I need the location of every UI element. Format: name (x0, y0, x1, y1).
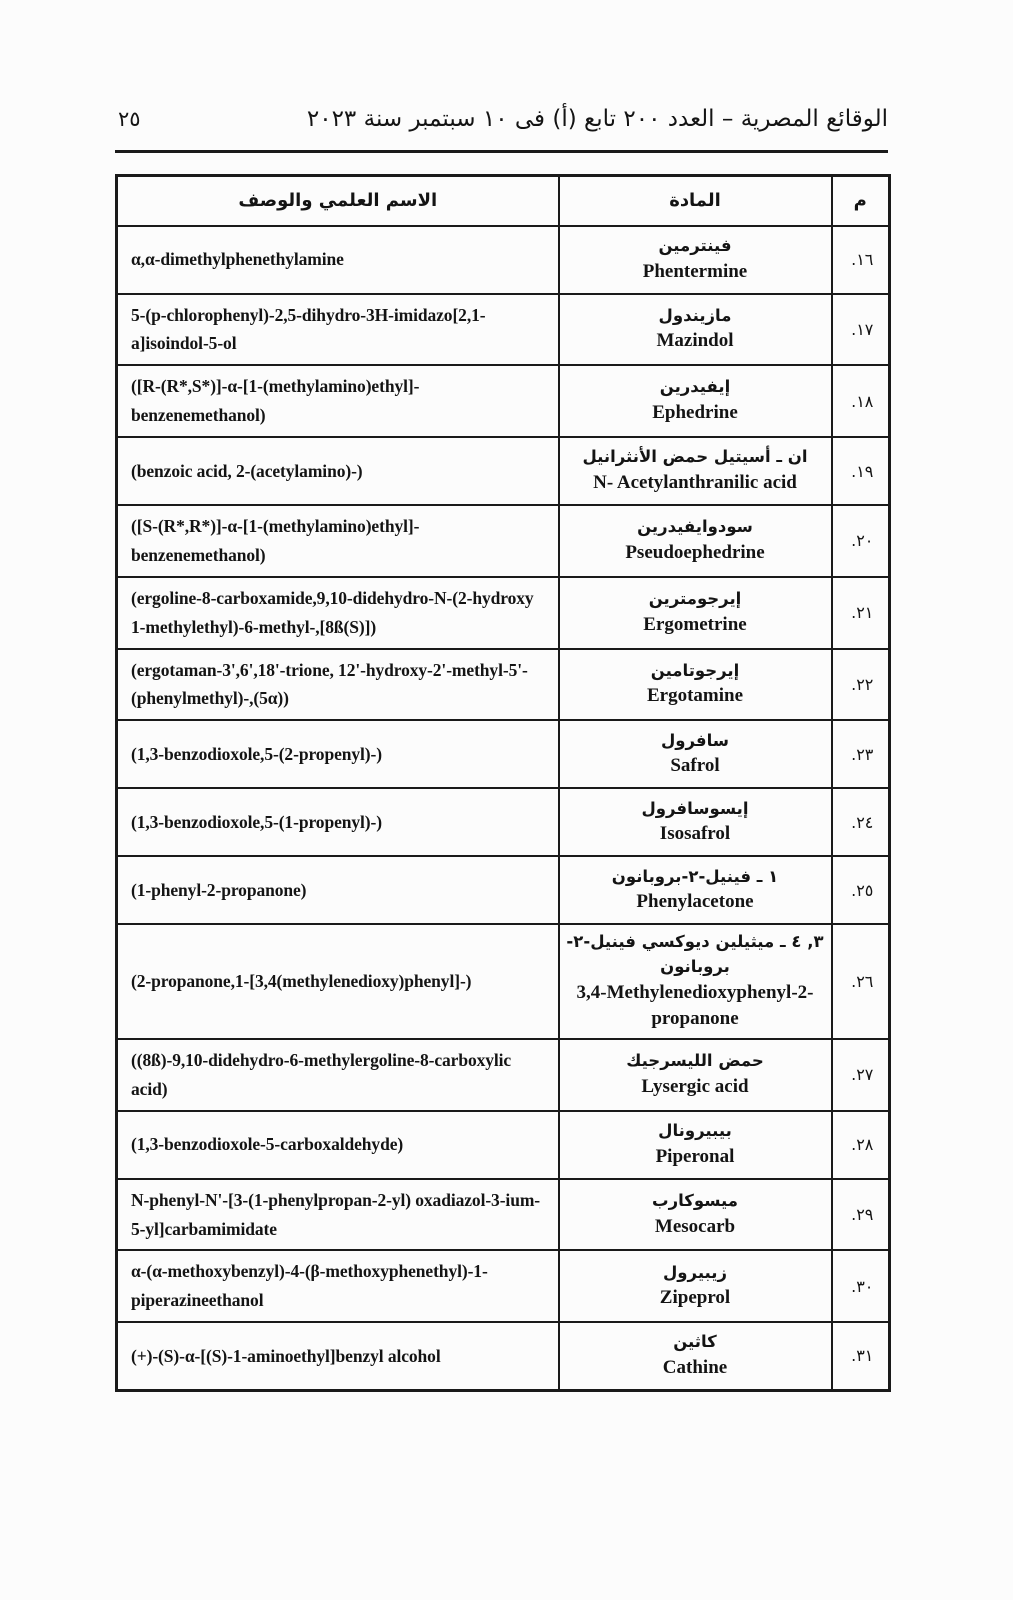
table-row (117, 1250, 890, 1322)
table-header-row (117, 176, 890, 226)
scientific-name-cell: (ergoline-8-carboxamide,9,10-didehydro-N-(2-hydroxy 1-methylethyl)-6-methyl-,[8ß(S)]) (117, 577, 559, 649)
substance-name-english: Safrol (670, 755, 720, 777)
scientific-name-cell: (2-propanone,1-[3,4(methylenedioxy)phenyl]-) (117, 924, 559, 1039)
page-title: الوقائع المصرية – العدد ٢٠٠ تابع (أ) فى ١٠ سبتمبر سنة ٢٠٢٣ (306, 106, 888, 132)
substance-cell (559, 577, 832, 649)
substance-name-english: 3,4-Methylenedioxyphenyl-2-propanone (576, 981, 814, 1030)
substance-name-arabic: إيرجومترين (648, 588, 742, 608)
substance-name-english: Phenylacetone (636, 891, 754, 913)
scientific-name-cell: ([R-(R*,S*)]-α-[1-(methylamino)ethyl]-benzenemethanol) (117, 365, 559, 437)
substance-cell (559, 505, 832, 577)
substance-cell (559, 788, 832, 856)
scientific-name-cell: ([S-(R*,R*)]-α-[1-(methylamino)ethyl]-benzenemethanol) (117, 505, 559, 577)
table-row (117, 437, 890, 505)
substance-name-arabic: ميسوكارب (652, 1190, 738, 1210)
substance-cell (559, 226, 832, 294)
row-index-cell: ٢١. (832, 577, 890, 649)
substance-name-arabic: فينترمين (658, 235, 732, 255)
scientific-name-cell: (benzoic acid, 2-(acetylamino)-) (117, 437, 559, 505)
column-header-index: م (832, 176, 890, 226)
substance-name-arabic: كاثين (673, 1332, 717, 1352)
substance-cell (559, 924, 832, 1039)
column-header-substance: المادة (559, 176, 832, 226)
scientific-name-cell: ((8ß)-9,10-didehydro-6-methylergoline-8-carboxylic acid) (117, 1039, 559, 1111)
substance-cell (559, 1322, 832, 1390)
substance-cell (559, 1179, 832, 1251)
page-number: ٢٥ (118, 107, 141, 131)
substance-cell (559, 1250, 832, 1322)
substance-name-arabic: إيفيدرين (659, 377, 731, 397)
header-divider (115, 150, 888, 153)
row-index-cell: ١٨. (832, 365, 890, 437)
row-index-cell: ١٧. (832, 294, 890, 366)
table-row (117, 788, 890, 856)
row-index-cell: ٢٨. (832, 1111, 890, 1179)
substance-name-english: Phentermine (642, 260, 748, 282)
row-index-cell: ٢٠. (832, 505, 890, 577)
table-row (117, 924, 890, 1039)
table-row (117, 1179, 890, 1251)
substance-name-english: Isosafrol (659, 823, 731, 845)
row-index-cell: ٢٤. (832, 788, 890, 856)
scientific-name-cell: (1,3-benzodioxole-5-carboxaldehyde) (117, 1111, 559, 1179)
table-row (117, 720, 890, 788)
scientific-name-cell: N-phenyl-N'-[3-(1-phenylpropan-2-yl) oxadiazol-3-ium-5-yl]carbamimidate (117, 1179, 559, 1251)
substance-name-arabic: ان ـ أسيتيل حمض الأنثرانيل (582, 447, 808, 467)
substance-cell (559, 365, 832, 437)
row-index-cell: ٢٦. (832, 924, 890, 1039)
table-row (117, 365, 890, 437)
substance-name-english: Ephedrine (652, 402, 738, 424)
substance-name-english: Cathine (662, 1357, 728, 1379)
table-row (117, 294, 890, 366)
table-row (117, 226, 890, 294)
table-row (117, 1322, 890, 1390)
substance-name-arabic: إيسوسافرول (641, 798, 749, 818)
substance-cell (559, 856, 832, 924)
row-index-cell: ١٩. (832, 437, 890, 505)
row-index-cell: ٢٣. (832, 720, 890, 788)
scientific-name-cell: α,α-dimethylphenethylamine (117, 226, 559, 294)
gazette-page (0, 106, 1013, 1600)
substance-name-arabic: بيبيرونال (658, 1121, 732, 1141)
row-index-cell: ٢٥. (832, 856, 890, 924)
substance-name-arabic: ٣, ٤ ـ ميثيلين ديوكسي فينيل-٢-بروبانون (566, 932, 824, 976)
scientific-name-cell: (1,3-benzodioxole,5-(2-propenyl)-) (117, 720, 559, 788)
substance-cell (559, 649, 832, 721)
substance-cell (559, 1039, 832, 1111)
substance-cell (559, 437, 832, 505)
substance-name-arabic: ١ ـ فينيل-٢-بروبانون (611, 866, 779, 886)
substance-name-arabic: سودوايفيدرين (637, 517, 753, 537)
substance-name-arabic: سافرول (660, 730, 730, 750)
row-index-cell: ٢٩. (832, 1179, 890, 1251)
substance-name-english: Zipeprol (659, 1287, 731, 1309)
scientific-name-cell: 5-(p-chlorophenyl)-2,5-dihydro-3H-imidazo[2,1-a]isoindol-5-ol (117, 294, 559, 366)
substance-cell (559, 294, 832, 366)
table-row (117, 1039, 890, 1111)
substance-cell (559, 1111, 832, 1179)
substance-name-english: Lysergic acid (641, 1075, 749, 1097)
substance-name-english: Pseudoephedrine (625, 541, 765, 563)
substance-name-arabic: مازيندول (658, 305, 732, 325)
row-index-cell: ٢٢. (832, 649, 890, 721)
scientific-name-cell: (1,3-benzodioxole,5-(1-propenyl)-) (117, 788, 559, 856)
substances-table (115, 174, 891, 1392)
substance-name-english: Piperonal (655, 1145, 735, 1167)
table-row (117, 856, 890, 924)
column-header-scientific-name: الاسم العلمي والوصف (117, 176, 559, 226)
table-row (117, 505, 890, 577)
row-index-cell: ٣٠. (832, 1250, 890, 1322)
substance-name-english: Mazindol (656, 330, 734, 352)
substance-name-arabic: زيبيرول (662, 1262, 727, 1282)
scientific-name-cell: (1-phenyl-2-propanone) (117, 856, 559, 924)
table-row (117, 1111, 890, 1179)
substance-name-english: Ergotamine (646, 685, 744, 707)
table-row (117, 577, 890, 649)
substance-name-arabic: إيرجوتامين (650, 660, 740, 680)
substance-name-arabic: حمض الليسرجيك (626, 1051, 764, 1071)
substance-name-english: N- Acetylanthranilic acid (593, 472, 797, 494)
substance-name-english: Ergometrine (643, 613, 747, 635)
scientific-name-cell: (ergotaman-3',6',18'-trione, 12'-hydroxy-2'-methyl-5'-(phenylmethyl)-,(5α)) (117, 649, 559, 721)
substance-name-english: Mesocarb (654, 1215, 736, 1237)
gazette-header (118, 106, 888, 132)
scientific-name-cell: α-(α-methoxybenzyl)-4-(β-methoxyphenethyl)-1-piperazineethanol (117, 1250, 559, 1322)
table-row (117, 649, 890, 721)
row-index-cell: ٢٧. (832, 1039, 890, 1111)
substance-cell (559, 720, 832, 788)
row-index-cell: ١٦. (832, 226, 890, 294)
scientific-name-cell: (+)-(S)-α-[(S)-1-aminoethyl]benzyl alcohol (117, 1322, 559, 1390)
row-index-cell: ٣١. (832, 1322, 890, 1390)
